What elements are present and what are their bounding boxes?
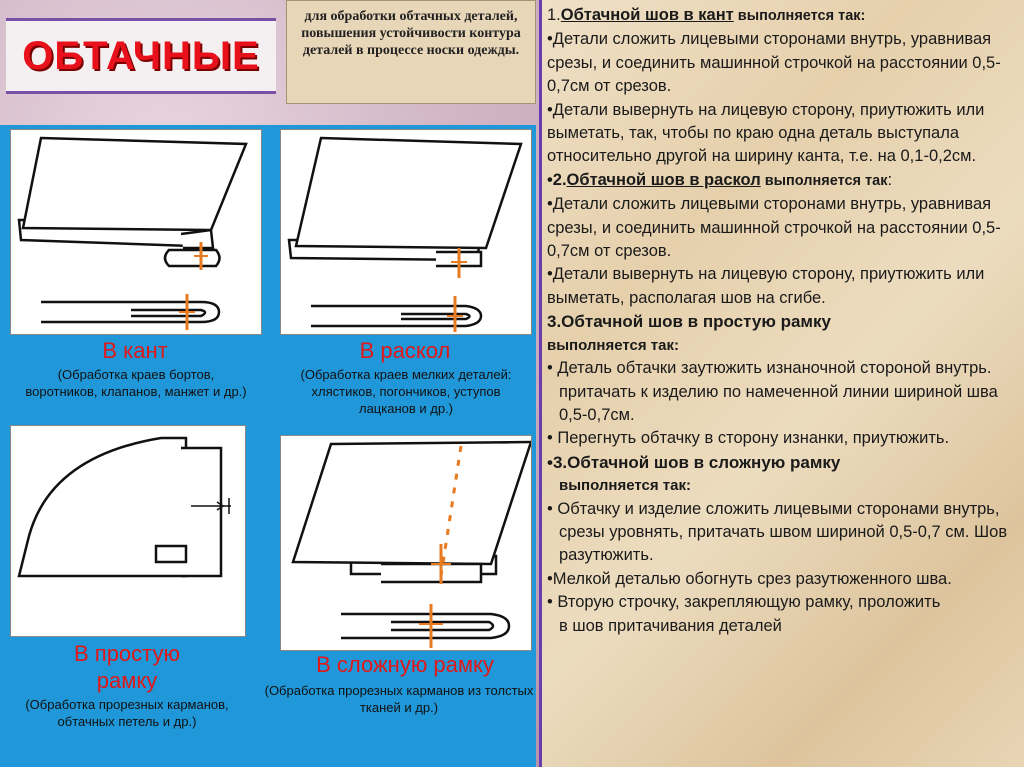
section4-step1: • Обтачку и изделие сложить лицевыми сторонами внутрь, срезы уровнять, притачать швом шириной 0,5-0,7 см. Шов разутюжить.	[547, 499, 1008, 565]
figure-raskol-diagram	[280, 129, 532, 335]
figure-kant-diagram	[10, 129, 262, 335]
page-title: ОБТАЧНЫЕ	[22, 33, 260, 78]
section1-step1: •Детали сложить лицевыми сторонами внутрь, уравнивая срезы, и соединить машинной строчкой на расстоянии 0,5-0,7см от срезов.	[547, 30, 1001, 96]
section1-step2: •Детали вывернуть на лицевую сторону, приутюжить или выметать, так, чтобы по краю одна деталь выступала относительно другой на ширину канта, т.е. на 0,1-0,2см.	[547, 100, 985, 166]
section4-heading: •3.Обтачной шов в сложную рамку	[547, 452, 841, 472]
figure-raskol-title: В раскол	[359, 338, 451, 363]
section2-step2: •Детали вывернуть на лицевую сторону, приутюжить или выметать, располагая шов на сгибе.	[547, 265, 985, 307]
section4-subheading: выполняется так:	[559, 477, 691, 495]
simple-frame-drawing	[11, 426, 245, 636]
figure-kant-title: В кант	[102, 338, 168, 363]
section1-number: 1.	[547, 6, 561, 24]
figure-simple-frame-title-line2: рамку	[96, 668, 158, 693]
figure-complex-frame-caption: (Обработка прорезных карманов из толстых тканей и др.)	[264, 683, 534, 715]
section3-step1: • Деталь обтачки заутюжить изнаночной стороной внутрь. притачать к изделию по намеченной линии шириной шва 0,5-0,7см.	[547, 359, 998, 424]
purpose-note: для обработки обтачных деталей, повышения устойчивости контура деталей в процессе носки одежды.	[286, 0, 536, 104]
figure-simple-frame-caption: (Обработка прорезных карманов, обтачных петель и др.)	[25, 697, 229, 729]
section4-step2: •Мелкой деталью обогнуть срез разутюженного шва.	[547, 569, 952, 588]
section2-suffix: выполняется так	[760, 172, 888, 189]
section4-step3-cont: в шов притачивания деталей	[559, 616, 782, 635]
section2-title: Обтачной шов в раскол	[566, 170, 761, 189]
figure-simple-frame-title	[10, 640, 244, 694]
kant-seam-drawing	[11, 130, 261, 334]
section3-heading	[547, 310, 1019, 333]
section3-title: 3.Обтачной шов в простую рамку	[547, 312, 831, 332]
figure-raskol-caption: (Обработка краев мелких деталей: хлястиков, погончиков, уступов лацканов и др.)	[300, 367, 512, 416]
section1-title: Обтачной шов в кант	[560, 6, 734, 24]
figure-complex-frame-diagram	[280, 435, 532, 651]
section1-heading	[547, 4, 1019, 28]
instructions-column	[547, 4, 1019, 638]
section2-number: •2.	[547, 170, 567, 189]
section2-colon: :	[887, 170, 893, 189]
figure-simple-frame-diagram	[10, 425, 246, 637]
title-banner	[6, 18, 276, 94]
section2-step1: •Детали сложить лицевыми сторонами внутрь, уравнивая срезы, и соединить машинной строчкой на расстоянии 0,5-0,7см от срезов.	[547, 195, 1001, 261]
section4-step3: • Вторую строчку, закрепляющую рамку, проложить	[547, 593, 941, 612]
section3-subheading: выполняется так:	[547, 336, 679, 354]
complex-frame-drawing	[281, 436, 531, 650]
divider-line	[539, 0, 542, 767]
section3-step2: • Перегнуть обтачку в сторону изнанки, приутюжить.	[547, 429, 950, 448]
section1-suffix: выполняется так:	[733, 8, 866, 24]
figure-kant-caption: (Обработка краев бортов, воротников, клапанов, манжет и др.)	[25, 367, 247, 399]
figure-complex-frame-title: В сложную рамку	[316, 652, 494, 677]
section2-heading	[547, 169, 1019, 193]
figure-simple-frame-title-line1: В простую	[74, 641, 180, 666]
raskol-seam-drawing	[281, 130, 531, 334]
